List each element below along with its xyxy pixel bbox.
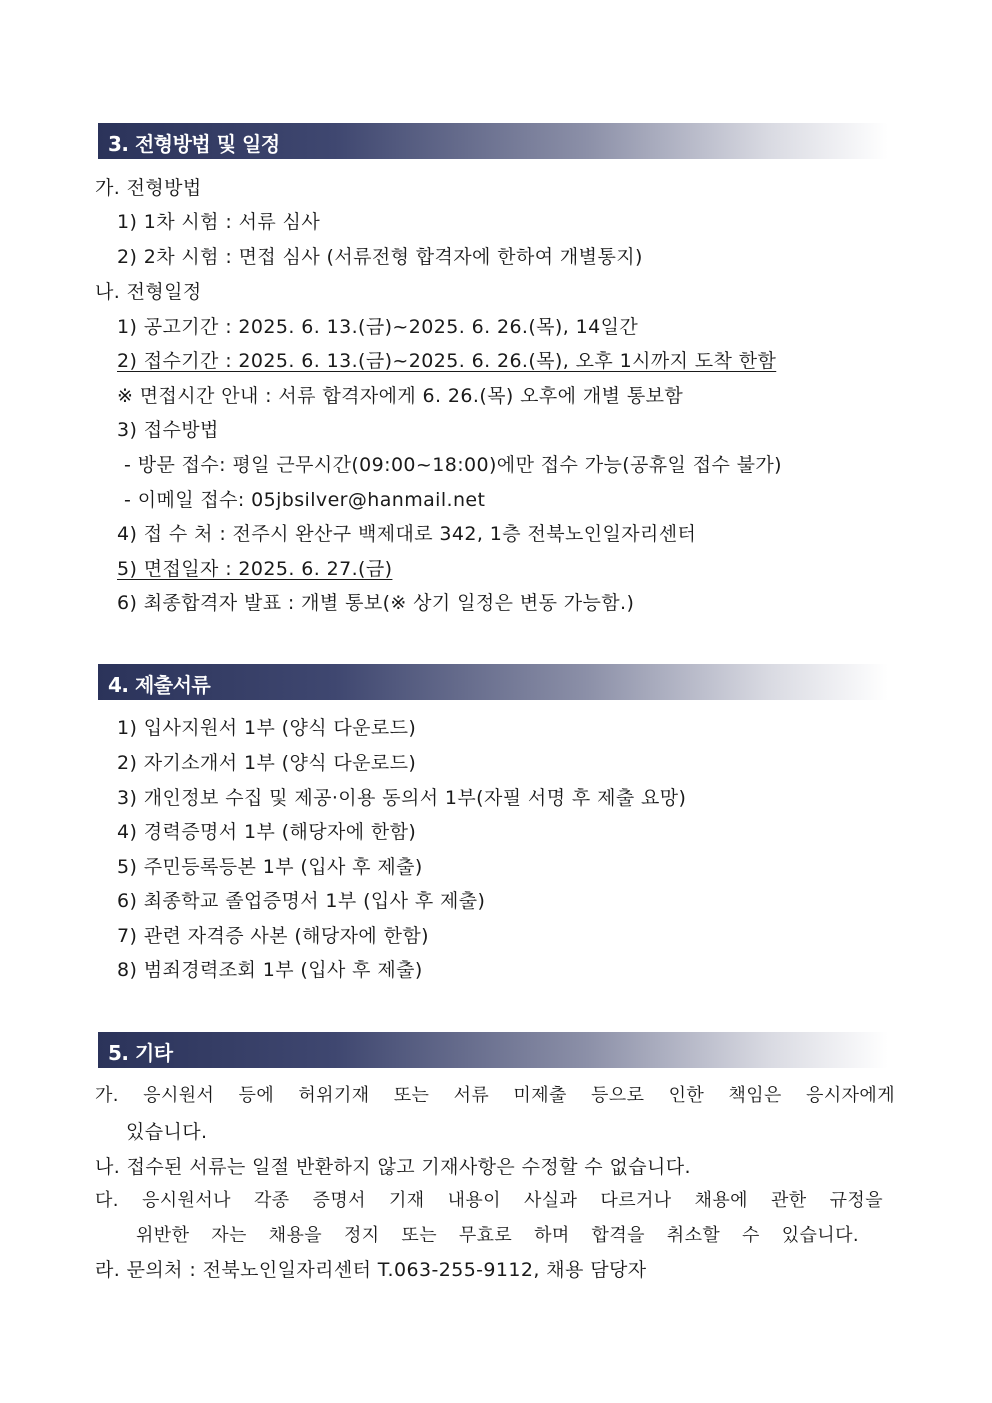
- contact-info: 라. 문의처 : 전북노인일자리센터 T.063-255-9112, 채용 담당자: [95, 1259, 647, 1281]
- section-3-title: 3. 전형방법 및 일정: [108, 132, 280, 156]
- document-item: 1) 입사지원서 1부 (양식 다운로드): [117, 717, 417, 739]
- notice-period-item: 1) 공고기간 : 2025. 6. 13.(금)~2025. 6. 26.(목), 14일간: [117, 316, 639, 338]
- visit-application-item: - 방문 접수: 평일 근무시간(09:00~18:00)에만 접수 가능(공휴일 접수 불가): [124, 454, 782, 476]
- document-item: 3) 개인정보 수집 및 제공·이용 동의서 1부(자필 서명 후 제출 요망): [117, 787, 687, 809]
- final-announcement-item: 6) 최종합격자 발표 : 개별 통보(※ 상기 일정은 변동 가능함.): [117, 592, 635, 614]
- section-5-header: [98, 1032, 888, 1068]
- second-exam-item: 2) 2차 시험 : 면접 심사 (서류전형 합격자에 한하여 개별통지): [117, 246, 643, 268]
- interview-date-item: 5) 면접일자 : 2025. 6. 27.(금): [117, 558, 393, 580]
- document-item: 5) 주민등록등본 1부 (입사 후 제출): [117, 856, 423, 878]
- section-5-title: 5. 기타: [108, 1041, 173, 1065]
- document-item: 6) 최종학교 졸업증명서 1부 (입사 후 제출): [117, 890, 486, 912]
- responsibility-clause-line2: 있습니다.: [126, 1121, 208, 1143]
- section-3-header: [98, 123, 888, 159]
- responsibility-clause-line1: 가. 응시원서 등에 허위기재 또는 서류 미제출 등으로 인한 책임은 응시자에게: [95, 1085, 895, 1106]
- document-item: 7) 관련 자격증 사본 (해당자에 한함): [117, 925, 429, 947]
- application-method-item: 3) 접수방법: [117, 419, 219, 441]
- interview-time-note: ※ 면접시간 안내 : 서류 합격자에게 6. 26.(목) 오후에 개별 통보함: [117, 385, 684, 407]
- documents-not-returned-clause: 나. 접수된 서류는 일절 반환하지 않고 기재사항은 수정할 수 없습니다.: [95, 1156, 691, 1178]
- document-item: 4) 경력증명서 1부 (해당자에 한함): [117, 821, 417, 843]
- false-information-clause-line2: 위반한 자는 채용을 정지 또는 무효로 하며 합격을 취소할 수 있습니다.: [136, 1225, 859, 1246]
- document-item: 8) 범죄경력조회 1부 (입사 후 제출): [117, 959, 423, 981]
- application-period-item: 2) 접수기간 : 2025. 6. 13.(금)~2025. 6. 26.(목), 오후 1시까지 도착 한함: [117, 350, 777, 372]
- schedule-heading: 나. 전형일정: [95, 281, 202, 303]
- first-exam-item: 1) 1차 시험 : 서류 심사: [117, 211, 321, 233]
- selection-method-heading: 가. 전형방법: [95, 177, 202, 199]
- document-item: 2) 자기소개서 1부 (양식 다운로드): [117, 752, 417, 774]
- application-place-item: 4) 접 수 처 : 전주시 완산구 백제대로 342, 1층 전북노인일자리센터: [117, 523, 697, 545]
- email-application-item: - 이메일 접수: 05jbsilver@hanmail.net: [124, 489, 486, 511]
- section-4-header: [98, 664, 888, 700]
- false-information-clause-line1: 다. 응시원서나 각종 증명서 기재 내용이 사실과 다르거나 채용에 관한 규정을: [95, 1190, 883, 1211]
- section-4-title: 4. 제출서류: [108, 673, 211, 697]
